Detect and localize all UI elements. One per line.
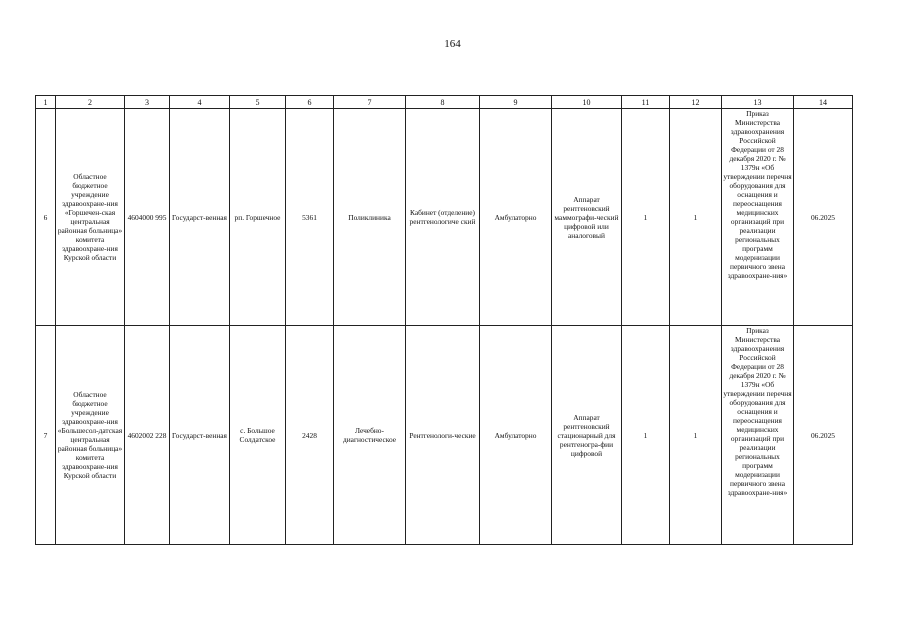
organization-cell: Областное бюджетное учреждение здравоохране-ния «Большесол-датская центральная районная больница» комитета здравоохране-ния Курской области [56, 326, 125, 545]
care-condition-cell: Амбулаторно [480, 326, 552, 545]
date-cell: 06.2025 [794, 109, 853, 326]
page-number: 164 [444, 38, 461, 50]
equipment-table [35, 95, 853, 545]
locality-cell: с. Большое Солдатское [230, 326, 286, 545]
code-cell: 4602002 228 [125, 326, 170, 545]
row-number-cell: 7 [36, 326, 56, 545]
quantity-cell: 1 [622, 326, 670, 545]
ownership-cell: Государст-венная [170, 326, 230, 545]
equipment-cell: Аппарат рентгеновский маммографи-ческий цифровой или аналоговый [552, 109, 622, 326]
header-cell: 4 [170, 96, 230, 109]
number-cell: 5361 [286, 109, 334, 326]
quantity-cell: 1 [670, 109, 722, 326]
code-cell: 4604000 995 [125, 109, 170, 326]
header-cell: 11 [622, 96, 670, 109]
header-cell: 3 [125, 96, 170, 109]
locality-cell: рп. Горшечное [230, 109, 286, 326]
number-cell: 2428 [286, 326, 334, 545]
header-cell: 9 [480, 96, 552, 109]
header-cell: 6 [286, 96, 334, 109]
header-cell: 8 [406, 96, 480, 109]
organization-cell: Областное бюджетное учреждение здравоохране-ния «Горшечен-ская центральная районная больница» комитета здравоохране-ния Курской области [56, 109, 125, 326]
unit-type-cell: Поликлиника [334, 109, 406, 326]
header-cell: 1 [36, 96, 56, 109]
quantity-cell: 1 [622, 109, 670, 326]
table-header-row [36, 96, 853, 109]
order-reference-cell: Приказ Министерства здравоохранения Российской Федерации от 28 декабря 2020 г. № 1379н «Об утверждении перечня оборудования для оснащения и переоснащения медицинских организаций при реализации региональных программ модернизации первичного звена здравоохране-ния» [722, 109, 794, 326]
order-reference-cell: Приказ Министерства здравоохранения Российской Федерации от 28 декабря 2020 г. № 1379н «Об утверждении перечня оборудования для оснащения и переоснащения медицинских организаций при реализации региональных программ модернизации первичного звена здравоохране-ния» [722, 326, 794, 545]
department-cell: Рентгенологи-ческие [406, 326, 480, 545]
unit-type-cell: Лечебно-диагностическое [334, 326, 406, 545]
header-cell: 12 [670, 96, 722, 109]
ownership-cell: Государст-венная [170, 109, 230, 326]
table-row [36, 326, 853, 545]
row-number-cell: 6 [36, 109, 56, 326]
header-cell: 2 [56, 96, 125, 109]
header-cell: 14 [794, 96, 853, 109]
header-cell: 5 [230, 96, 286, 109]
header-cell: 7 [334, 96, 406, 109]
header-cell: 10 [552, 96, 622, 109]
header-cell: 13 [722, 96, 794, 109]
care-condition-cell: Амбулаторно [480, 109, 552, 326]
quantity-cell: 1 [670, 326, 722, 545]
date-cell: 06.2025 [794, 326, 853, 545]
equipment-cell: Аппарат рентгеновский стационарный для рентгеногра-фии цифровой [552, 326, 622, 545]
department-cell: Кабинет (отделение) рентгенологиче ский [406, 109, 480, 326]
table-row [36, 109, 853, 326]
